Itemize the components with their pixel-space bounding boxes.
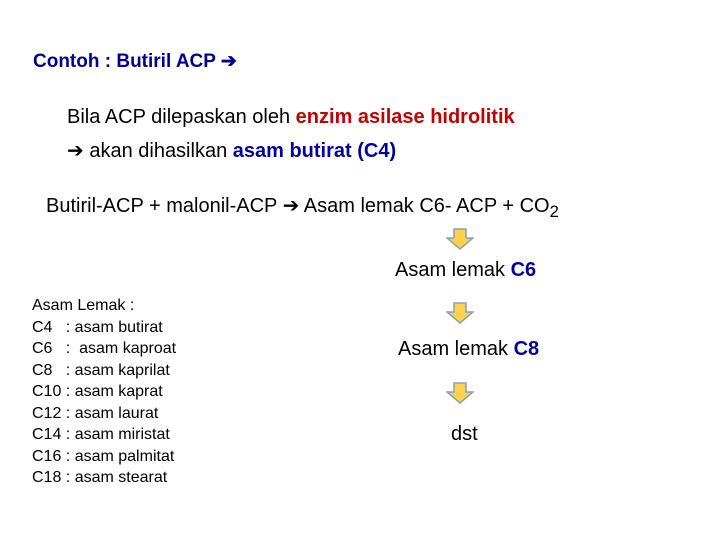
title-text: Contoh : Butiril ACP [33,51,216,72]
equation-right: Asam lemak C6- ACP + CO [299,195,550,217]
legend-row: C10 : asam kaprat [32,383,163,400]
right-arrow-icon: ➔ [220,51,237,72]
legend-heading: Asam Lemak : [32,297,135,314]
desc-text: Bila ACP dilepaskan oleh [67,106,296,128]
step-c8 [398,338,539,361]
step-bold: C8 [513,338,540,360]
legend-row: C18 : asam stearat [32,469,168,486]
legend-row: C8 : asam kaprilat [32,361,170,379]
description-line-1 [67,106,515,129]
step-bold: C6 [510,259,537,281]
desc-text: akan dihasilkan [83,140,233,162]
right-arrow-icon: ➔ [282,195,300,217]
down-arrow-icon [446,302,474,324]
reaction-equation [46,193,559,222]
legend-row: C14 : asam miristat [32,426,170,443]
subscript: 2 [549,202,559,221]
step-text: dst [451,423,478,445]
step-c6 [395,259,536,282]
down-arrow-icon [446,382,474,404]
legend-row: C12 : asam laurat [32,404,159,422]
description-line-2 [67,138,396,163]
step-text: Asam lemak [398,338,514,360]
equation-left: Butiril-ACP + malonil-ACP [46,195,283,217]
product-highlight: asam butirat (C4) [232,140,397,162]
right-arrow-icon: ➔ [67,140,84,162]
legend-row: C16 : asam palmitat [32,447,175,465]
legend-row: C4 : asam butirat [32,318,163,336]
step-dst [451,423,478,446]
enzyme-highlight: enzim asilase hidrolitik [295,106,515,128]
legend-row: C6 : asam kaproat [32,340,177,357]
slide-title [33,50,237,73]
fatty-acid-legend [32,295,176,489]
down-arrow-icon [446,228,474,250]
step-text: Asam lemak [395,259,511,281]
